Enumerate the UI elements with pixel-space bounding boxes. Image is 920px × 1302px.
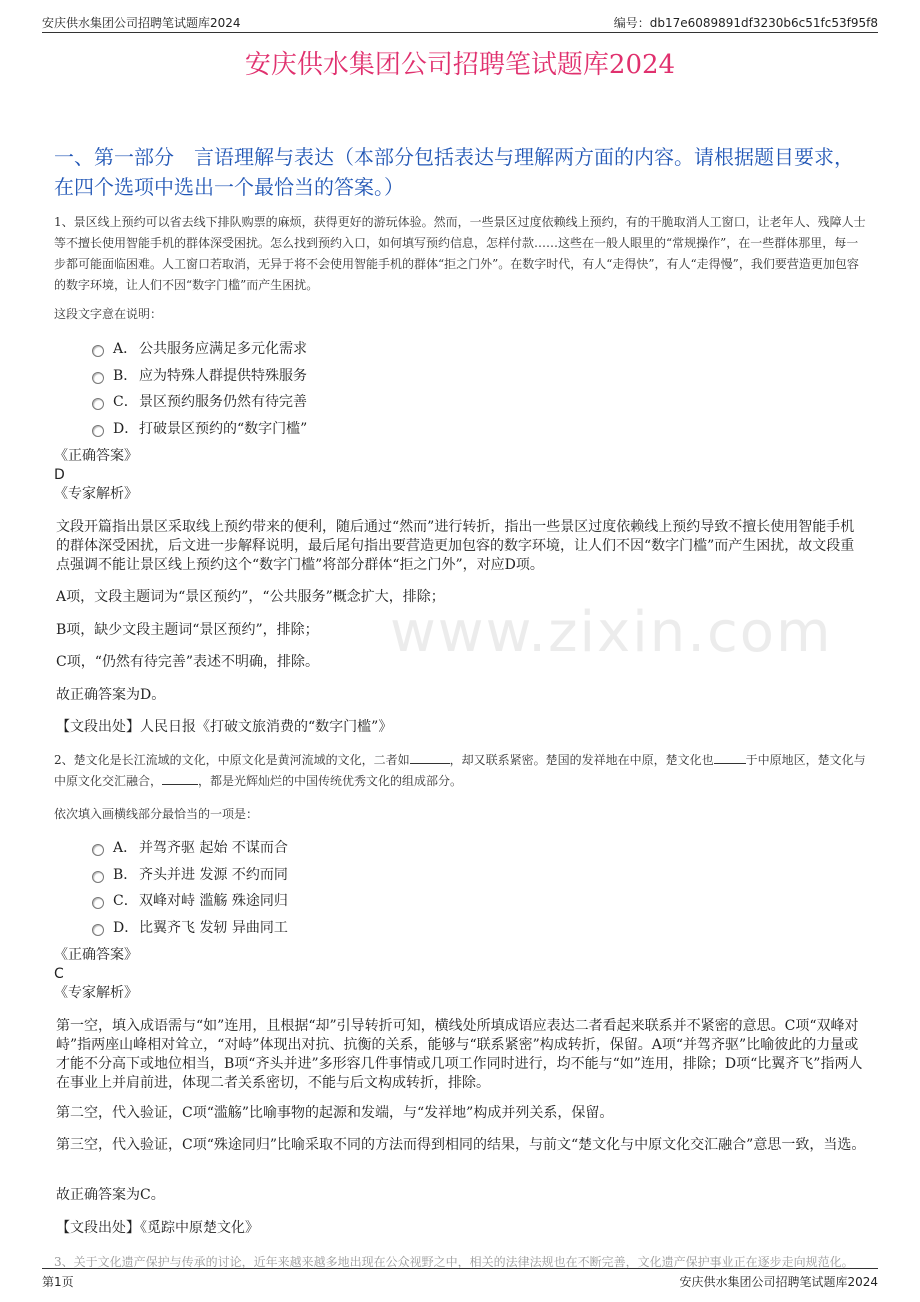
fill-blank xyxy=(714,751,746,764)
option-text: 双峰对峙 滥觞 殊途同归 xyxy=(139,893,288,910)
option-letter: A． xyxy=(113,341,138,358)
radio-icon[interactable] xyxy=(92,871,104,883)
question-1-prompt: 这段文字意在说明： xyxy=(54,307,163,321)
option-letter: D． xyxy=(113,420,139,437)
stem-text: ，都是光辉灿烂的中国传统优秀文化的组成部分。 xyxy=(198,774,463,788)
option-letter: B． xyxy=(113,367,138,384)
stem-text: 2、楚文化是长江流域的文化，中原文化是黄河流域的文化，二者如 xyxy=(54,753,410,767)
option-text: 比翼齐飞 发轫 异曲同工 xyxy=(139,919,288,936)
header-doc-id: 编号：db17e6089891df3230b6c51fc53f95f8 xyxy=(613,16,878,30)
q2-source: 【文段出处】《觅踪中原楚文化》 xyxy=(56,1220,259,1236)
q2-option-a[interactable] xyxy=(92,834,288,861)
option-letter: C． xyxy=(113,394,138,411)
page-footer xyxy=(42,1268,878,1289)
q1-analysis-para: B项，缺少文段主题词“景区预约”，排除； xyxy=(56,622,319,638)
correct-answer-label: 《正确答案》 xyxy=(54,947,138,963)
q2-analysis-para: 第三空，代入验证，C项“殊途同归”比喻采取不同的方法而得到相同的结果，与前文“楚文化与中原文化交汇融合”意思一致，当选。 xyxy=(56,1137,866,1153)
radio-icon[interactable] xyxy=(92,398,104,410)
watermark: www.zixin.com xyxy=(390,600,833,665)
q1-analysis-para: 文段开篇指出景区采取线上预约带来的便利，随后通过“然而”进行转折，指出一些景区过度依赖线上预约导致不擅长使用智能手机的群体深受困扰，后文进一步解释说明，最后尾句指出要营造更加包容的数字环境，让人们不因“数字门槛”而产生困扰，故文段重点强调不能让景区线上预约这个“数字门槛”将部分群体“拒之门外”，对应D项。 xyxy=(56,519,855,573)
correct-answer-label: 《正确答案》 xyxy=(54,448,138,464)
option-text: 并驾齐驱 起始 不谋而合 xyxy=(139,840,288,857)
q2-analysis-para: 故正确答案为C。 xyxy=(56,1187,165,1203)
header-doc-name: 安庆供水集团公司招聘笔试题库2024 xyxy=(42,16,241,30)
question-2-options xyxy=(92,834,288,940)
q1-option-a[interactable] xyxy=(92,335,307,362)
option-letter: C． xyxy=(113,893,138,910)
q2-option-d[interactable] xyxy=(92,914,288,941)
question-2-prompt: 依次填入画横线部分最恰当的一项是： xyxy=(54,807,259,821)
analysis-label: 《专家解析》 xyxy=(54,486,138,502)
fill-blank xyxy=(410,751,450,764)
question-2-answer-block xyxy=(54,946,138,1003)
q1-option-c[interactable] xyxy=(92,388,307,415)
option-text: 公共服务应满足多元化需求 xyxy=(139,341,307,358)
question-3-stem-cutoff: 3、关于文化遗产保护与传承的讨论，近年来越来越多地出现在公众视野之中，相关的法律法规也在不断完善，文化遗产保护事业正在逐步走向规范化。 xyxy=(54,1255,854,1269)
q1-analysis-para: A项，文段主题词为“景区预约”，“公共服务”概念扩大，排除； xyxy=(56,589,445,605)
q1-analysis-para: C项，“仍然有待完善”表述不明确，排除。 xyxy=(56,654,320,670)
question-1-options xyxy=(92,335,307,441)
document-title: 安庆供水集团公司招聘笔试题库2024 xyxy=(244,50,676,80)
analysis-label: 《专家解析》 xyxy=(54,985,138,1001)
footer-doc-name: 安庆供水集团公司招聘笔试题库2024 xyxy=(679,1275,878,1289)
q1-analysis-para: 故正确答案为D。 xyxy=(56,687,166,703)
stem-text: 于中原地区，楚文化与中原文化交汇融合， xyxy=(54,753,866,788)
option-letter: D． xyxy=(113,919,139,936)
radio-icon[interactable] xyxy=(92,372,104,384)
option-text: 景区预约服务仍然有待完善 xyxy=(139,394,307,411)
radio-icon[interactable] xyxy=(92,345,104,357)
option-letter: A． xyxy=(113,840,138,857)
question-1-answer-block xyxy=(54,447,138,504)
q1-source: 【文段出处】人民日报《打破文旅消费的“数字门槛”》 xyxy=(56,719,393,735)
fill-blank xyxy=(162,772,198,785)
option-text: 应为特殊人群提供特殊服务 xyxy=(139,367,307,384)
radio-icon[interactable] xyxy=(92,425,104,437)
option-letter: B． xyxy=(113,866,138,883)
correct-answer-value: C xyxy=(54,966,64,982)
stem-text: ，却又联系紧密。楚国的发祥地在中原，楚文化也 xyxy=(449,753,714,767)
q2-option-c[interactable] xyxy=(92,887,288,914)
q1-option-d[interactable] xyxy=(92,415,307,442)
section-title: 一、第一部分 言语理解与表达（本部分包括表达与理解两方面的内容。请根据题目要求，在四个选项中选出一个最恰当的答案。） xyxy=(54,145,854,199)
question-1-stem: 1、景区线上预约可以省去线下排队购票的麻烦，获得更好的游玩体验。然而，一些景区过度依赖线上预约，有的干脆取消人工窗口，让老年人、残障人士等不擅长使用智能手机的群体深受困扰。怎么找到预约入口，如何填写预约信息，怎样付款……这些在一般人眼里的“常规操作”，在一些群体那里，每一步都可能面临困难。人工窗口若取消，无异于将不会使用智能手机的群体“拒之门外”。在数字时代，有人“走得快”，有人“走得慢”，我们要营造更加包容的数字环境，让人们不因“数字门槛”而产生困扰。 xyxy=(54,215,866,292)
question-2-stem xyxy=(54,750,866,792)
q2-analysis-para: 第二空，代入验证，C项“滥觞”比喻事物的起源和发端，与“发祥地”构成并列关系，保留。 xyxy=(56,1105,614,1121)
q2-option-b[interactable] xyxy=(92,861,288,888)
q1-option-b[interactable] xyxy=(92,362,307,389)
radio-icon[interactable] xyxy=(92,897,104,909)
correct-answer-value: D xyxy=(54,467,65,483)
radio-icon[interactable] xyxy=(92,924,104,936)
radio-icon[interactable] xyxy=(92,844,104,856)
option-text: 打破景区预约的“数字门槛” xyxy=(139,420,308,437)
option-text: 齐头并进 发源 不约而同 xyxy=(139,866,288,883)
page-header xyxy=(42,12,878,33)
page-number: 第1页 xyxy=(42,1275,74,1289)
q2-analysis-para: 第一空，填入成语需与“如”连用，且根据“却”引导转折可知，横线处所填成语应表达二者看起来联系并不紧密的意思。C项“双峰对峙”指两座山峰相对耸立，“对峙”体现出对抗、抗衡的关系，能够与“联系紧密”构成转折，保留。A项“并驾齐驱”比喻彼此的力量或才能不分高下或地位相当，B项“齐头并进”多形容几件事情或几项工作同时进行，均不能与“如”连用，排除；D项“比翼齐飞”指两人在事业上并肩前进，体现二者关系密切，不能与后文构成转折，排除。 xyxy=(56,1018,863,1091)
